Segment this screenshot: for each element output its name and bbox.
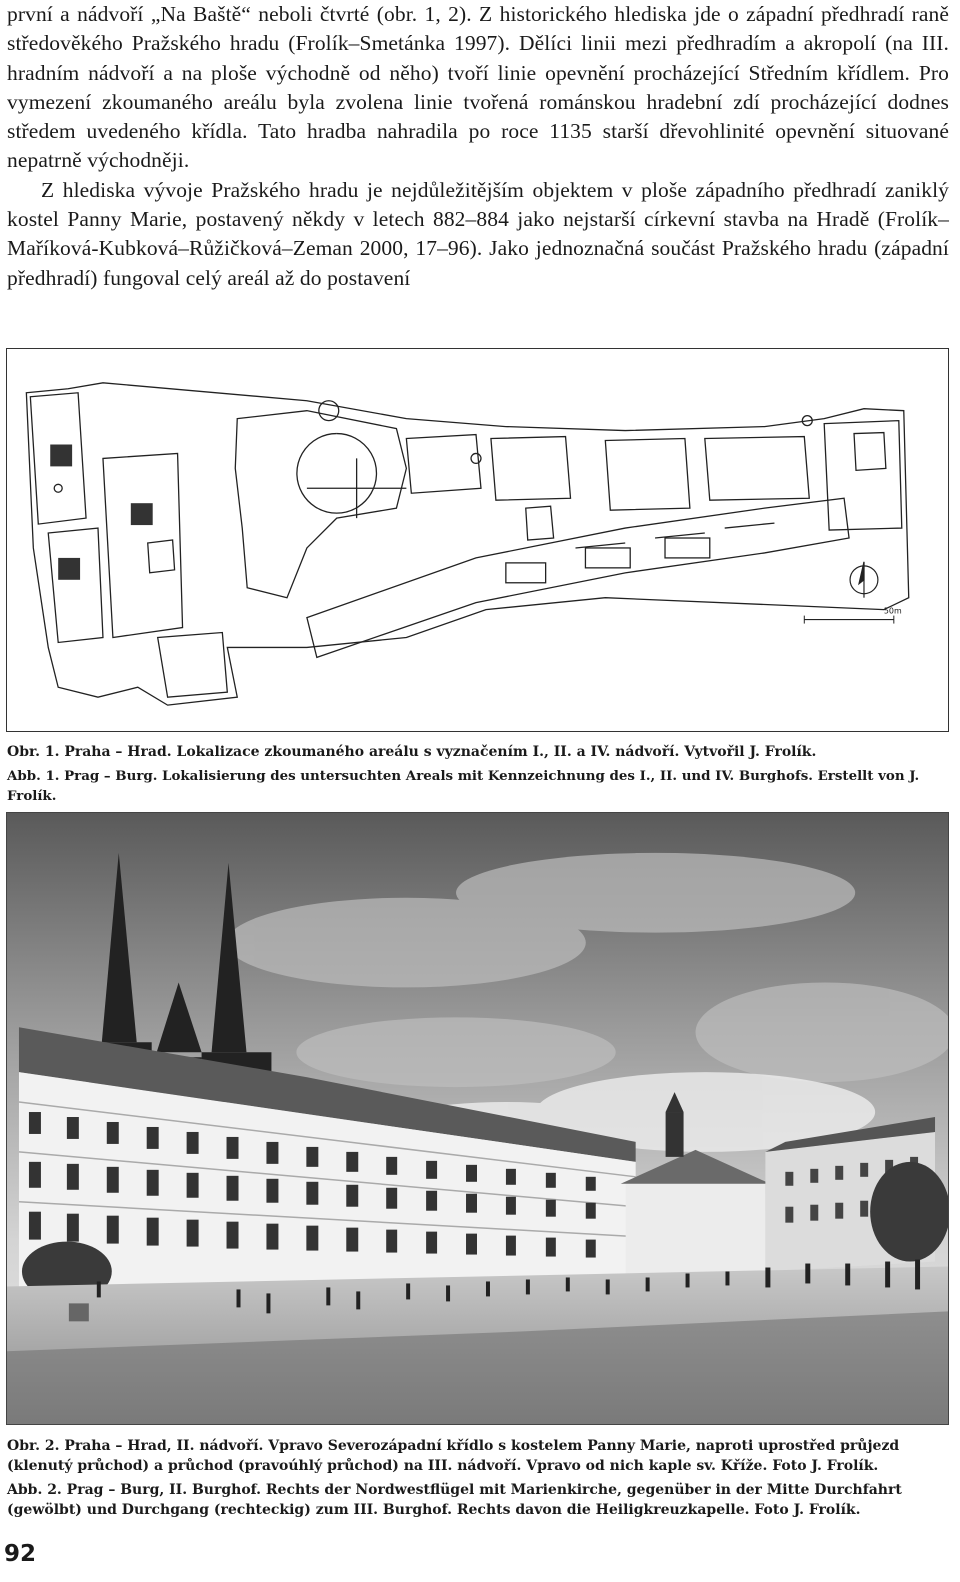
paragraph-2: Z hlediska vývoje Pražského hradu je nejdůležitějším objektem v ploše západního předhradí zaniklý kostel Panny Marie, postavený někdy v letech 882–884 jako nejstarší církevní stavba na Hradě (Frolík–Maříková-Kubková–Růžičková–Zeman 2000, 17–96). Jako jednoznačná součást Pražského hradu (západní předhradí) fungoval celý areál až do postavení [7, 177, 949, 290]
courtyard-marker-2 [131, 503, 153, 525]
figure-1-site-plan [6, 348, 949, 732]
courtyard-photo-drawing [7, 813, 948, 1424]
paragraph-1: první a nádvoří „Na Baště“ neboli čtvrté (obr. 1, 2). Z historického hlediska jde o západní předhradí raně středověkého Pražského hradu (Frolík–Smetánka 1997). Dělíci linii mezi předhradím a akropolí (na III. hradním nádvoří a na ploše východně od něho) tvoří linie opevnění procházející Středním křídlem. Pro vymezení zkoumaného areálu byla zvolena linie tvořená románskou hradební zdí procházející dodnes středem uvedeného křídla. Tato hradba nahradila po roce 1135 starší dřevohlinité opevnění situované nepatrně východněji. [7, 2, 949, 173]
courtyard-marker-1 [50, 445, 72, 467]
scale-bar [804, 607, 902, 624]
figure-1-caption-cz: Obr. 1. Praha – Hrad. Lokalizace zkoumaného areálu s vyznačením I., II. a IV. nádvoří. Vytvořil J. Frolík. [7, 744, 817, 760]
north-arrow-icon [850, 562, 878, 598]
figure-2-caption-de: Abb. 2. Prag – Burg, II. Burghof. Rechts der Nordwestflügel mit Marienkirche, gegenüber in der Mitte Durchfahrt (gewölbt) und Durchgang (rechteckig) zum III. Burghof. Rechts davon die Heiligkreuzkapelle. Foto J. Frolík. [7, 1482, 902, 1518]
courtyard-marker-3 [58, 558, 80, 580]
scale-label: 50m [883, 606, 902, 616]
figure-1-caption-de: Abb. 1. Prag – Burg. Lokalisierung des untersuchten Areals mit Kennzeichnung des I., II. und IV. Burghofs. Erstellt von J. Frolík. [7, 768, 920, 804]
site-plan-drawing [7, 349, 948, 731]
page-number: 92 [4, 1541, 37, 1567]
body-text [7, 0, 949, 293]
figure-2-caption-cz: Obr. 2. Praha – Hrad, II. nádvoří. Vpravo Severozápadní křídlo s kostelem Panny Marie, naproti uprostřed průjezd (klenutý průchod) a průchod (pravoúhlý průchod) na III. nádvoří. Vpravo od nich kaple sv. Kříže. Foto J. Frolík. [7, 1438, 900, 1474]
figure-2-photo [6, 812, 949, 1425]
